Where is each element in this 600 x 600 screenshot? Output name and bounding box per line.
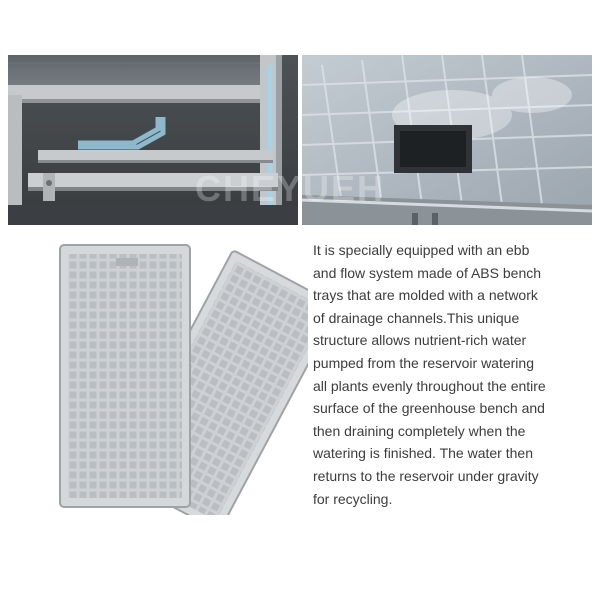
- description-line: for recycling.: [313, 490, 393, 507]
- front-tray: [60, 245, 190, 507]
- product-description: [313, 239, 591, 510]
- description-line: It is specially equipped with an ebb: [313, 242, 530, 258]
- description-line: structure allows nutrient-rich water: [313, 332, 527, 349]
- description-line: and flow system made of ABS bench: [313, 264, 542, 281]
- description-line: then draining completely when the: [313, 422, 526, 439]
- description-line: pumped from the reservoir watering: [313, 354, 534, 371]
- brand-watermark: CHEYUEH: [195, 168, 386, 209]
- abs-bench-trays-photo: [8, 240, 308, 515]
- description-line: returns to the reservoir under gravity: [313, 467, 539, 484]
- description-line: trays that are molded with a network: [313, 287, 538, 304]
- description-line: surface of the greenhouse bench and: [313, 400, 545, 417]
- description-line: of drainage channels.This unique: [313, 309, 520, 326]
- description-line: all plants evenly throughout the entire: [313, 377, 546, 394]
- trays-illustration: [8, 240, 308, 515]
- description-line: watering is finished. The water then: [313, 445, 533, 462]
